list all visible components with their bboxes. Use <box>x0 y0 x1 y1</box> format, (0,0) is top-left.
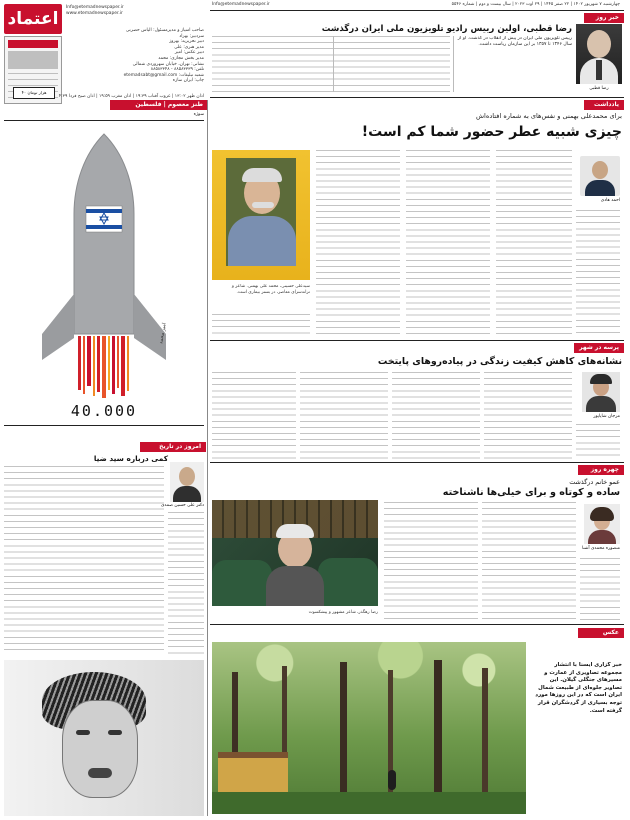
article2-author-photo <box>582 372 620 412</box>
section-label-note: یادداشت <box>584 100 624 110</box>
top-story-portrait <box>576 24 622 84</box>
credit-line: شعبه تبلیغات: etemadsabt@gmail.com <box>123 72 204 78</box>
credit-line: مدیر بخش مجازی: محمد <box>158 55 204 61</box>
article4-headline[interactable]: ساده و کوتاه و برای خیلی‌ها ناشناخته <box>442 487 620 498</box>
section-label-cartoon: طنز معصوم | فلسطین <box>110 100 208 110</box>
forest-photo <box>212 642 526 814</box>
article1-author-photo <box>580 156 620 196</box>
barcode-flame <box>78 336 129 398</box>
credit-line: سردبیر: بهزاد <box>179 33 204 39</box>
article1-author: احمد هادی <box>600 198 620 203</box>
rocket-fin-left <box>42 294 74 360</box>
article4-kicker: عمو خانم درگذشت <box>569 478 620 486</box>
credit-line: چاپ: ایران سازه <box>172 78 204 84</box>
email-bar[interactable]: Info@etemadnewspaper.ir <box>212 2 270 7</box>
article2-headline[interactable]: نشانه‌های کاهش کیفیت زندگی در پیاده‌روهای پایتخت <box>377 356 622 367</box>
top-story-headline[interactable]: رضا قطبی، اولین رییس رادیو تلویزیون ملی ایران درگذشت <box>321 24 572 34</box>
credit-line: دبیر تحریریه: بهروز <box>169 39 204 45</box>
credit-line: دبیر عکس: امیر <box>174 50 204 56</box>
flag-stripe-bottom <box>86 225 122 229</box>
article1-photo-caption: سیدعلی حسینی، محمد علی بهمنی. شاعر و ترانه‌سرای معاصر، در بستر بیماری است. <box>231 284 310 295</box>
credit-line: نشانی: تهران، خیابان سهروردی شمالی <box>132 61 204 67</box>
section-label-history: امروز در تاریخ <box>140 442 206 452</box>
article4-author: منصوره محمدی آشنا <box>582 546 620 551</box>
history-author: دکتر علی حسین صمدی <box>160 503 204 508</box>
rocket-body <box>74 134 134 334</box>
section-label-city: پرسه در شهر <box>574 343 624 353</box>
rocket-cartoon <box>4 124 204 414</box>
logo <box>4 4 62 34</box>
article1-photo <box>212 150 310 280</box>
portrait-label: رضا قطبی <box>589 86 609 91</box>
history-headline[interactable]: کمی درباره سید ضیا <box>93 454 168 463</box>
section-label-face: چهره روز <box>578 465 624 475</box>
cartoon-subsection: سوژه <box>193 112 204 117</box>
masthead-site[interactable]: www.etemadnewspaper.ir <box>66 10 123 16</box>
article4-photo <box>212 500 378 606</box>
masthead-left <box>4 2 204 106</box>
issue-price-box: ۴۰ هزار تومان <box>13 87 55 99</box>
cartoon-signature: امیر محمد <box>158 322 168 345</box>
logo-text: اعتماد <box>7 9 59 29</box>
credits <box>64 28 204 88</box>
prayer-times: اذان ظهر ۱۳:۰۲ | غروب آفتاب ۱۹:۳۹ | اذان مغرب ۱۹:۵۹ | اذان صبح فردا ۴:۳۹ <box>58 94 204 99</box>
credit-line: مدیر هنری: علی <box>174 44 204 50</box>
article1-kicker: برای محمدعلی بهمنی و نفس‌های به شماره افتاده‌اش <box>475 112 622 120</box>
date-line: چهارشنبه ۷ شهریور ۱۴۰۲ | ۲۲ صفر ۱۴۴۵ | ۲۹ اوت ۲۰۲۳ | سال بیست و دوم | شماره ۵۵۴۶ <box>451 2 620 7</box>
article4-author-photo <box>584 504 620 544</box>
cartoon-number: 40.000 <box>70 402 138 420</box>
credit-line: صاحب امتیاز و مدیرمسئول: الیاس حضرتی <box>125 28 204 33</box>
section-label-news: خبر روز <box>584 13 624 23</box>
article2-author: مرجان شاپاپور <box>593 414 620 419</box>
credit-line: تلفن: ۸۸۵۸۳۳۳۹ - ۸۸۵۸۳۳۴۸ <box>150 67 204 73</box>
photo-news-body: خبر گزاری ایسنا با انتشار مجموعه تصاویری از عمارت و مسیرهای جنگلی گیلان. این تصاویر جلوه‌ای از طبیعت شمال ایران است که در این روزها مورد توجه بسیاری از گردشگران قرار گرفته است. <box>535 662 622 714</box>
history-author-photo <box>170 462 204 502</box>
top-story-lead: رییس تلویزیون ملی ایران در پیش از انقلاب در گذشت. او از سال ۱۳۴۶ تا ۱۳۵۷ بر این سازمان ریاست داشت. <box>457 36 572 48</box>
masthead-email[interactable]: Info@etemadnewspaper.ir <box>66 5 124 10</box>
history-portrait <box>4 660 204 816</box>
section-label-photo: عکس نوشت <box>578 628 624 638</box>
article1-headline[interactable]: چیزی شبیه عطر حضور شما کم است! <box>361 124 622 140</box>
article4-photo-caption: رضا رهگذر، شاعر مشهور و پیشکسوت <box>308 610 378 615</box>
